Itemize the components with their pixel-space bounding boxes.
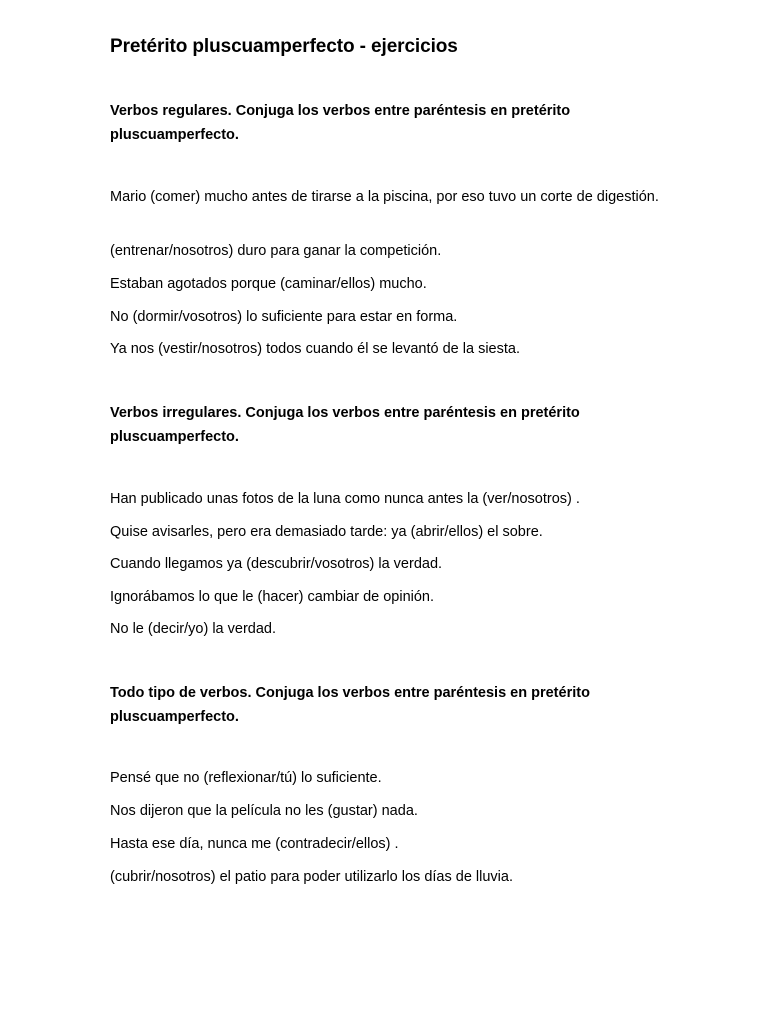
exercise-item: (cubrir/nosotros) el patio para poder utilizarlo los días de lluvia. [110,869,513,885]
exercise-item: Estaban agotados porque (caminar/ellos) mucho. [110,276,427,292]
exercise-item: No le (decir/yo) la verdad. [110,621,277,637]
exercise-item: Pensé que no (reflexionar/tú) lo suficiente. [110,770,382,786]
section-heading-regular: Verbos regulares. Conjuga los verbos entre paréntesis en pretérito pluscuamperfecto. [110,103,571,143]
exercise-item: (entrenar/nosotros) duro para ganar la competición. [110,243,442,259]
page-title: Pretérito pluscuamperfecto - ejercicios [110,36,458,57]
exercise-item: Ya nos (vestir/nosotros) todos cuando él se levantó de la siesta. [110,341,520,357]
exercise-item: Cuando llegamos ya (descubrir/vosotros) la verdad. [110,556,443,572]
exercise-item: Ignorábamos lo que le (hacer) cambiar de opinión. [110,589,435,605]
exercise-item: Nos dijeron que la película no les (gustar) nada. [110,803,418,819]
exercise-item: Han publicado unas fotos de la luna como nunca antes la (ver/nosotros) . [110,491,580,507]
exercise-item: No (dormir/vosotros) lo suficiente para estar en forma. [110,309,458,325]
exercise-item: Quise avisarles, pero era demasiado tarde: ya (abrir/ellos) el sobre. [110,524,543,540]
section-heading-all: Todo tipo de verbos. Conjuga los verbos entre paréntesis en pretérito pluscuamperfecto. [110,685,590,725]
section-heading-irregular: Verbos irregulares. Conjuga los verbos entre paréntesis en pretérito pluscuamperfecto. [110,405,580,445]
exercise-item: Mario (comer) mucho antes de tirarse a la piscina, por eso tuvo un corte de digestión. [110,189,659,205]
exercise-item: Hasta ese día, nunca me (contradecir/ellos) . [110,836,399,852]
